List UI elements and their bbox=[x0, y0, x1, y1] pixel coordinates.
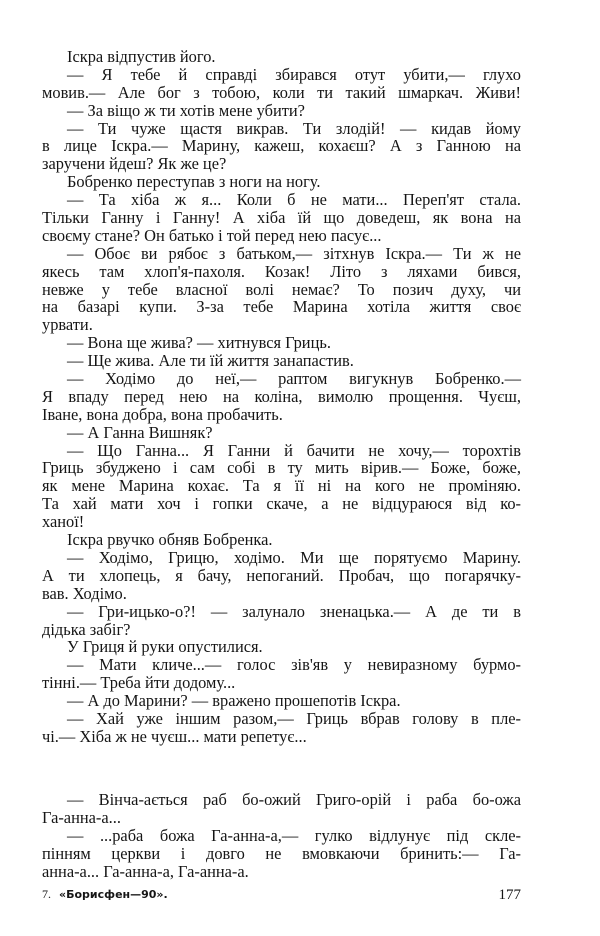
text-line: на базарі купи. З-за тебе Марина хотіла життя своє bbox=[42, 297, 521, 317]
text-line: Гриць збуджено і сам собі в ту мить вірив.— Боже, боже, bbox=[42, 458, 521, 478]
text-line: — Ходімо до неї,— раптом вигукнув Бобренко.— bbox=[67, 369, 521, 389]
text-line: — А Ганна Вишняк? bbox=[67, 422, 213, 442]
text-line: як мене Марина кохає. Та я її ні на кого не проміняю. bbox=[42, 476, 521, 496]
text-line: в лице Іскра.— Марину, кажеш, кохаєш? А з Ганною на bbox=[42, 136, 521, 156]
text-line: вав. Ходімо. bbox=[42, 583, 127, 603]
text-block-wedding bbox=[42, 791, 521, 880]
page-footer bbox=[42, 887, 521, 905]
text-line: — Гри-ицько-о?! — залунало зненацька.— А де ти в bbox=[67, 601, 521, 621]
text-line: Іскра відпустив його. bbox=[67, 47, 216, 66]
text-line: дідька забіг? bbox=[42, 619, 131, 639]
text-line: Та хай мати хоч і гопки скаче, а не відцураюся від ко- bbox=[42, 494, 521, 514]
text-line: чі.— Хіба ж не чуєш... мати репетує... bbox=[42, 726, 307, 746]
text-line: — За віщо ж ти хотів мене убити? bbox=[67, 100, 305, 120]
text-block-main bbox=[42, 48, 521, 746]
text-line: — ...раба божа Га-анна-а,— гулко відлунує під скле- bbox=[67, 825, 521, 845]
text-line: — Ще жива. Але ти їй життя занапастив. bbox=[67, 351, 354, 371]
page-number: 177 bbox=[498, 887, 521, 903]
text-line: — Та хіба ж я... Коли б не мати... Переп'ят стала. bbox=[67, 190, 521, 210]
text-line: якесь там хлоп'я-пахоля. Козак! Літо з ляхами бився, bbox=[42, 261, 521, 281]
signature-title: «Борисфен—90». bbox=[59, 888, 168, 901]
text-line: урвати. bbox=[42, 315, 93, 335]
text-line: — Мати кличе...— голос зів'яв у невиразному бурмо- bbox=[67, 655, 521, 675]
text-line: — Обоє ви рябоє з батьком,— зітхнув Іскра.— Ти ж не bbox=[67, 243, 521, 263]
text-line: невже у тебе власної волі немає? То позич духу, чи bbox=[42, 279, 521, 299]
text-line: Я впаду перед нею на коліна, вимолю прощення. Чуєш, bbox=[42, 386, 521, 406]
text-line: — Що Ганна... Я Ганни й бачити не хочу,— торохтів bbox=[67, 440, 521, 460]
text-line: Іскра рвучко обняв Бобренка. bbox=[67, 530, 273, 550]
text-line: Бобренко переступав з ноги на ногу. bbox=[67, 172, 321, 192]
text-line: — Вінча-ається раб бо-ожий Григо-орій і раба бо-ожа bbox=[67, 790, 521, 809]
printer-signature bbox=[42, 887, 168, 902]
text-line: А ти хлопець, я бачу, непоганий. Пробач, що погарячку- bbox=[42, 565, 521, 585]
text-line: Тільки Ганну і Ганну! А хіба їй що доведеш, як вона на bbox=[42, 208, 521, 228]
text-line: — Ти чуже щастя викрав. Ти злодій! — кидав йому bbox=[67, 118, 521, 138]
text-line: пінням церкви і довго не вмовкаючи бринить:— Га- bbox=[42, 843, 521, 863]
text-line: ханої! bbox=[42, 512, 85, 532]
text-line: Іване, вона добра, вона пробачить. bbox=[42, 404, 283, 424]
text-line: заручени йдеш? Як же це? bbox=[42, 154, 227, 174]
text-line: тінні.— Треба йти додому... bbox=[42, 673, 236, 693]
text-line: — Хай уже іншим разом,— Гриць вбрав голову в пле- bbox=[67, 708, 521, 728]
text-line: Га-анна-а... bbox=[42, 807, 121, 827]
signature-number: 7. bbox=[42, 887, 51, 901]
text-line: мовив.— Але бог з тобою, коли ти такий шмаркач. Живи! bbox=[42, 82, 521, 102]
text-line: — Ходімо, Грицю, ходімо. Ми ще порятуємо Марину. bbox=[67, 547, 521, 567]
text-line: своєму стане? Он батько і той перед нею пасує... bbox=[42, 225, 382, 245]
text-line: У Гриця й руки опустилися. bbox=[67, 637, 263, 657]
text-line: — А до Марини? — вражено прошепотів Іскра. bbox=[67, 691, 401, 711]
text-line: — Вона ще жива? — хитнувся Гриць. bbox=[67, 333, 331, 353]
text-line: — Я тебе й справді збирався отут убити,— глухо bbox=[67, 64, 521, 84]
text-line: анна-а... Га-анна-а, Га-анна-а. bbox=[42, 861, 249, 881]
